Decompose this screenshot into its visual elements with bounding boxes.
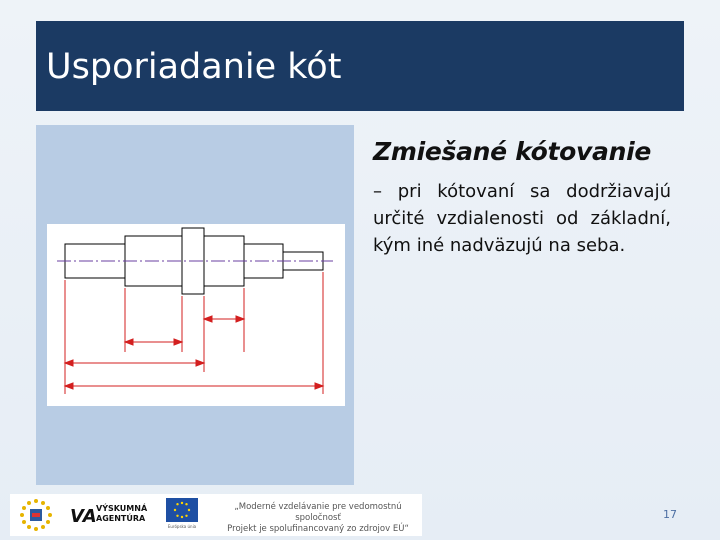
slide-body: – pri kótovaní sa dodržiavajú určité vzdialenosti od základní, kým iné nadväzujú na seba.	[373, 181, 671, 256]
arrowhead	[65, 383, 73, 389]
slide-title: Usporiadanie kót	[46, 47, 342, 87]
va-name	[96, 504, 147, 524]
arrowhead	[196, 360, 204, 366]
eu-caption: Európska únia	[167, 524, 197, 529]
arrowhead	[174, 339, 182, 345]
arrowhead	[315, 383, 323, 389]
slide-heading: Zmiešané kótovanie	[373, 137, 652, 166]
text-block	[373, 132, 671, 259]
va-mark: VA	[70, 506, 97, 527]
arrowhead	[125, 339, 133, 345]
footer-note-line2: Projekt je spolufinancovaný zo zdrojov EÚ“	[227, 524, 409, 534]
footer-logos	[10, 494, 422, 536]
arrowhead	[236, 316, 244, 322]
va-name-line1: VÝSKUMNÁ	[96, 504, 148, 513]
shaft-drawing	[47, 224, 345, 406]
page-number: 17	[663, 508, 677, 521]
eu-flag-icon	[166, 498, 198, 522]
footer-note-line1: „Moderné vzdelávanie pre vedomostnú spoločnosť	[234, 502, 402, 523]
footer-note	[218, 502, 418, 535]
esf-stars-logo	[18, 497, 54, 533]
arrowhead	[65, 360, 73, 366]
title-bar	[36, 21, 684, 111]
arrowhead	[204, 316, 212, 322]
technical-drawing	[47, 224, 345, 406]
va-name-line2: AGENTÚRA	[96, 514, 146, 523]
